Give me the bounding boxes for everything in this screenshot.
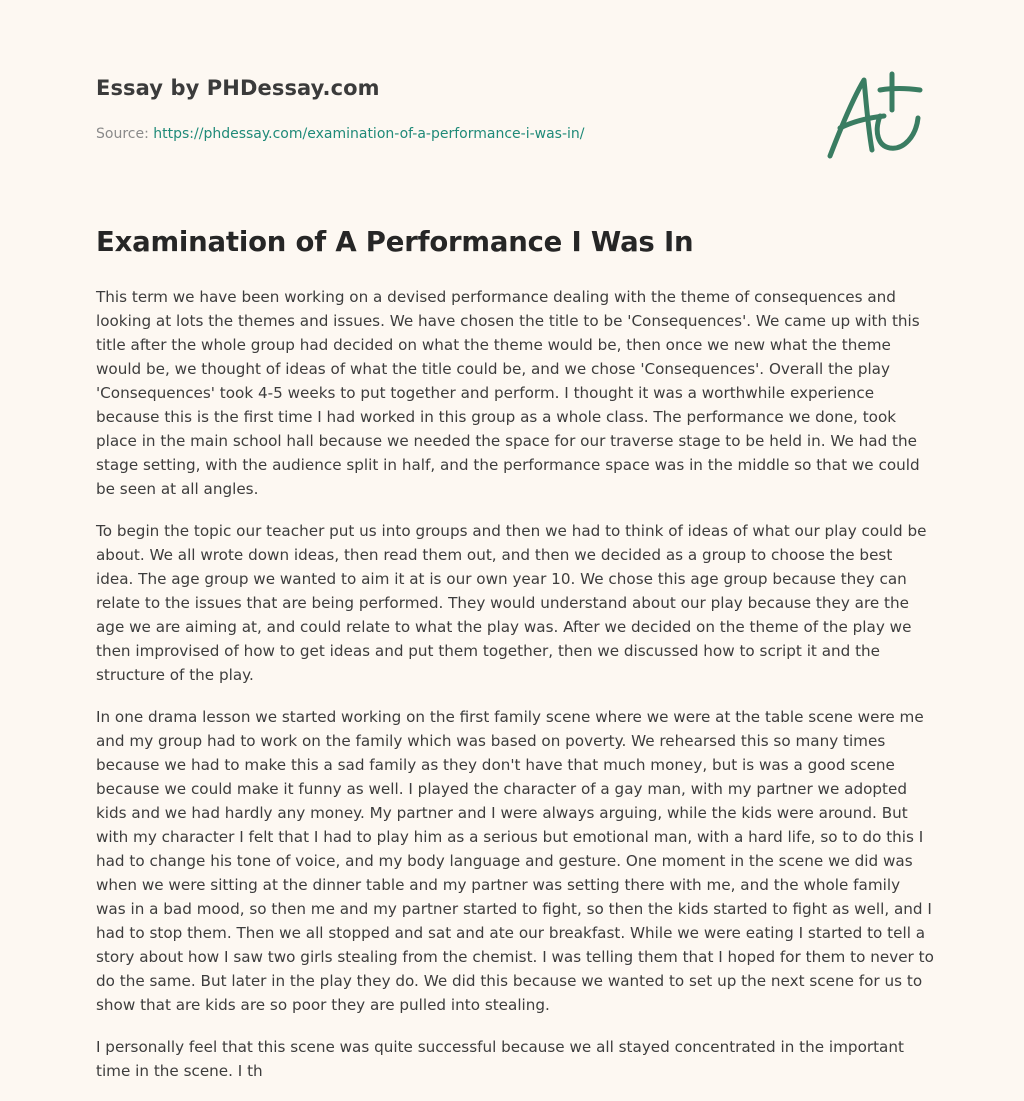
site-brand: Essay by PHDessay.com xyxy=(96,76,380,100)
essay-paragraph: In one drama lesson we started working on the first family scene where we were at the table scene were me and my group had to work on the family which was based on poverty. We rehearsed this so many times because we had to make this a sad family as they don't have that much money, but is was a good scene because we could make it funny as well. I played the character of a gay man, with my partner we adopted kids and we had hardly any money. My partner and I were always arguing, while the kids were around. But with my character I felt that I had to play him as a serious but emotional man, with a hard life, so to do this I had to change his tone of voice, and my body language and gesture. One moment in the scene we did was when we were sitting at the dinner table and my partner was setting there with me, and the whole family was in a bad mood, so then me and my partner started to fight, so then the kids started to fight as well, and I had to stop them. Then we all stopped and sat and ate our breakfast. While we were eating I started to tell a story about how I saw two girls stealing from the chemist. I was telling them that I hoped for them to never to do the same. But later in the play they do. We did this because we wanted to set up the next scene for us to show that are kids are so poor they are pulled into stealing. xyxy=(96,708,934,1014)
source-label: Source: xyxy=(96,126,154,142)
essay-paragraph: This term we have been working on a devised performance dealing with the theme of consequences and looking at lots the themes and issues. We have chosen the title to be 'Consequences'. We came up with this title after the whole group had decided on what the theme would be, then once we new what the theme would be, we thought of ideas of what the title could be, and we chose 'Consequences'. Overall the play 'Consequences' took 4-5 weeks to put together and perform. I thought it was a worthwhile experience because this is the first time I had worked in this group as a whole class. The performance we done, took place in the main school hall because we needed the space for our traverse stage to be held in. We had the stage setting, with the audience split in half, and the performance space was in the middle so that we could be seen at all angles. xyxy=(96,288,920,498)
a-plus-grade-icon xyxy=(822,70,926,164)
essay-paragraph: I personally feel that this scene was quite successful because we all stayed concentrated in the important time in the scene. I th xyxy=(96,1038,904,1080)
source-link[interactable]: https://phdessay.com/examination-of-a-performance-i-was-in/ xyxy=(153,126,585,142)
page-header xyxy=(96,76,816,142)
essay-body xyxy=(96,285,934,1101)
essay-title: Examination of A Performance I Was In xyxy=(96,226,694,258)
essay-paragraph: To begin the topic our teacher put us into groups and then we had to think of ideas of what our play could be about. We all wrote down ideas, then read them out, and then we decided as a group to choose the best idea. The age group we wanted to aim it at is our own year 10. We chose this age group because they can relate to the issues that are being performed. They would understand about our play because they are the age we are aiming at, and could relate to what the play was. After we decided on the theme of the play we then improvised of how to get ideas and put them together, then we discussed how to script it and the structure of the play. xyxy=(96,522,927,684)
source-line xyxy=(96,126,816,142)
